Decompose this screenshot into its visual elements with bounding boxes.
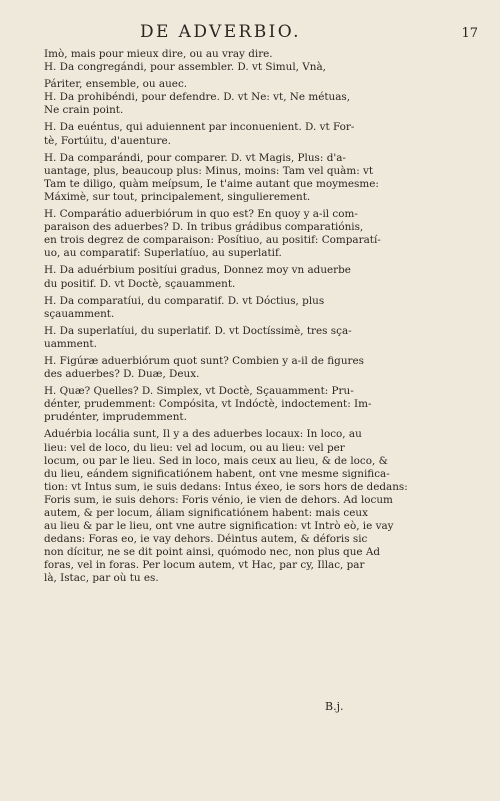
text-line: Páriter, ensemble, ou auec. <box>44 78 188 91</box>
text-line: en trois degrez de comparaison: Posítiuo, au positif: Comparatí- <box>44 234 381 247</box>
text-line: au lieu & par le lieu, ont vne autre signification: vt Intrò eò, ie vay <box>44 520 394 533</box>
text-line: foras, vel in foras. Per locum autem, vt Hac, par cy, Illac, par <box>44 559 365 572</box>
text-line: Tam te diligo, quàm meípsum, Ie t'aime autant que moymesme: <box>44 177 379 190</box>
text-line: H. Da comparatíui, du comparatif. D. vt Dóctius, plus <box>44 294 325 307</box>
text-line: H. Da prohibéndi, pour defendre. D. vt Ne: vt, Ne métuas, <box>44 91 351 104</box>
text-line: paraison des aduerbes? D. In tribus grádibus comparatiónis, <box>44 221 364 234</box>
body-text <box>44 48 464 586</box>
text-line: sçauamment. <box>44 307 115 320</box>
page-header <box>0 22 500 44</box>
text-line: tè, Fortúitu, d'auenture. <box>44 134 171 147</box>
text-line: prudénter, imprudemment. <box>44 411 187 424</box>
text-line: H. Quæ? Quelles? D. Simplex, vt Doctè, Sçauamment: Pru- <box>44 385 354 398</box>
text-line: dénter, prudemment: Compósita, vt Indóctè, indoctement: Im- <box>44 398 372 411</box>
text-line: H. Da euéntus, qui aduiennent par inconuenient. D. vt For- <box>44 121 355 134</box>
text-line: locum, ou par le lieu. Sed in loco, mais ceux au lieu, & de loco, & <box>44 454 388 467</box>
text-line: du lieu, eándem significatiónem habent, ont vne mesme significa- <box>44 467 390 480</box>
text-line: Aduérbia locália sunt, Il y a des aduerbes locaux: In loco, au <box>44 428 362 441</box>
text-line: non dícitur, ne se dit point ainsi, quómodo nec, non plus que Ad <box>44 546 380 559</box>
text-line: H. Figúræ aduerbiórum quot sunt? Combien y a-il de figures <box>44 354 364 367</box>
text-line: uamment. <box>44 337 97 350</box>
text-line: des aduerbes? D. Duæ, Deux. <box>44 368 200 381</box>
text-line: autem, & per locum, áliam significatiónem habent: mais ceux <box>44 507 368 519</box>
text-line: H. Da aduérbium positíui gradus, Donnez moy vn aduerbe <box>44 264 351 277</box>
signature-mark: B.j. <box>325 700 344 713</box>
text-line: H. Comparátio aduerbiórum in quo est? En quoy y a-il com- <box>44 208 358 221</box>
running-title: DE ADVERBIO. <box>140 22 301 42</box>
text-line: Foris sum, ie suis dehors: Foris vénio, ie vien de dehors. Ad locum <box>44 493 393 506</box>
text-line: lieu: vel de loco, du lieu: vel ad locum, ou au lieu: vel per <box>44 441 345 454</box>
page-number: 17 <box>461 26 478 41</box>
text-line: du positif. D. vt Doctè, sçauamment. <box>44 277 236 290</box>
text-line: là, Istac, par où tu es. <box>44 572 159 585</box>
text-line: tion: vt Intus sum, ie suis dedans: Intus éxeo, ie sors hors de dedans: <box>44 480 408 493</box>
text-line: uantage, plus, beaucoup plus: Minus, moins: Tam vel quàm: vt <box>44 164 374 177</box>
text-line: H. Da comparándi, pour comparer. D. vt Magis, Plus: d'a- <box>44 151 346 164</box>
text-line: H. Da superlatíui, du superlatif. D. vt Doctíssimè, tres sça- <box>44 324 352 337</box>
text-line: Ne crain point. <box>44 104 124 117</box>
text-line: Imò, mais pour mieux dire, ou au vray dire. <box>44 48 273 60</box>
text-line: H. Da congregándi, pour assembler. D. vt Simul, Vnà, <box>44 61 326 74</box>
text-line: Máximè, sur tout, principalement, singulierement. <box>44 190 311 203</box>
text-line: uo, au comparatif: Superlatíuo, au superlatif. <box>44 247 282 260</box>
text-line: dedans: Foras eo, ie vay dehors. Déintus autem, & déforis sic <box>44 533 368 546</box>
